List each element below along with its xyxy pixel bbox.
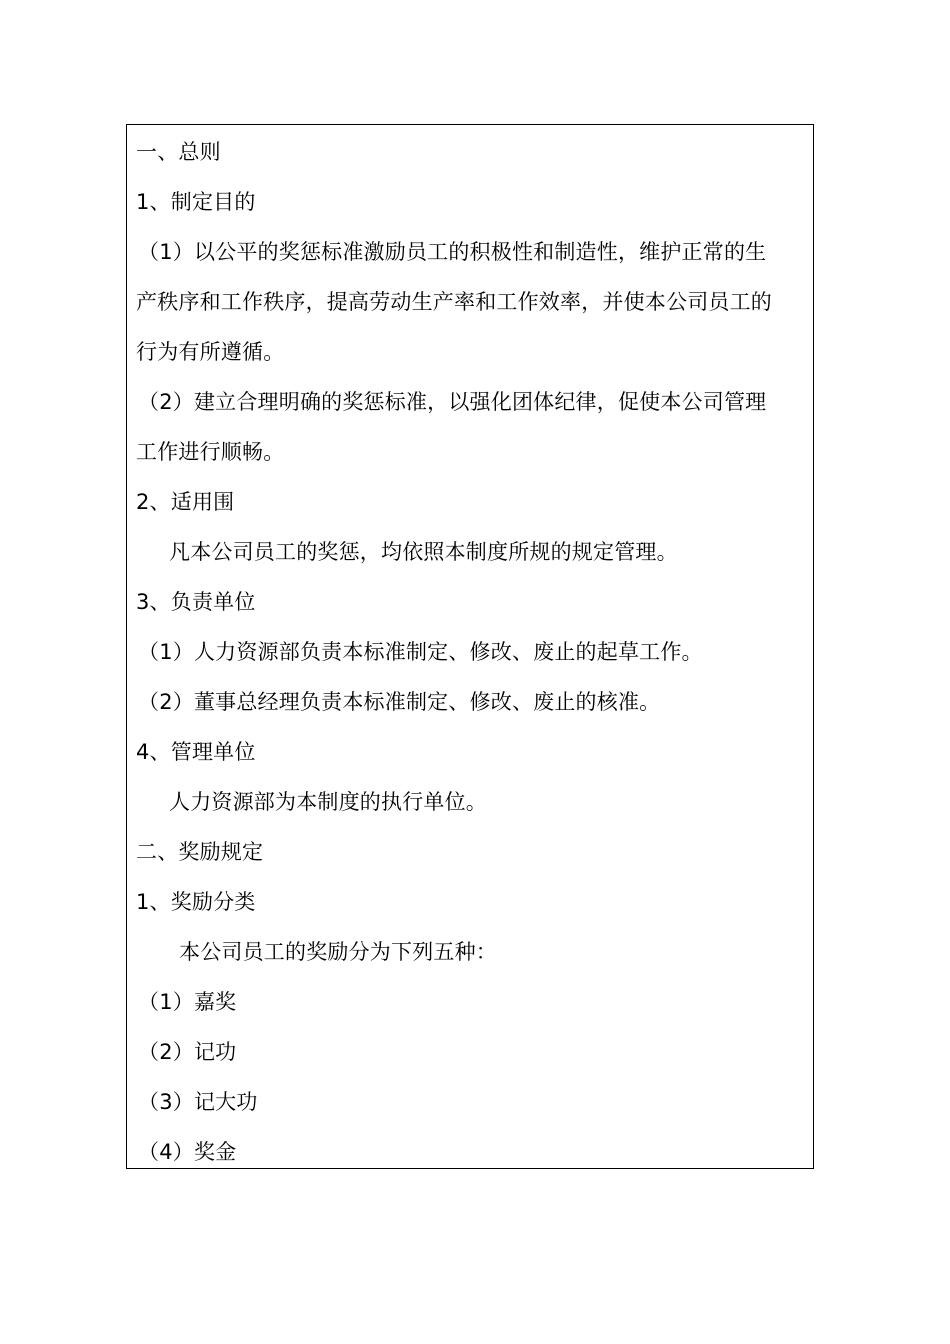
paragraph-line: 人力资源部为本制度的执行单位。 [169, 790, 487, 814]
paragraph-line: 行为有所遵循。 [136, 340, 285, 364]
subheading-responsible-unit: 3、负责单位 [136, 590, 256, 614]
list-item: （4）奖金 [138, 1140, 237, 1164]
paragraph-line: 产秩序和工作秩序，提高劳动生产率和工作效率，并使本公司员工的 [136, 290, 772, 314]
list-item: （1）嘉奖 [138, 990, 237, 1014]
section-heading-rewards: 二、奖励规定 [136, 840, 264, 864]
subheading-management-unit: 4、管理单位 [136, 740, 256, 764]
list-item: （2）董事总经理负责本标准制定、修改、废止的核准。 [138, 690, 661, 714]
paragraph-line: 工作进行顺畅。 [136, 440, 285, 464]
section-heading-general: 一、总则 [136, 140, 221, 164]
list-item: （2）记功 [138, 1040, 237, 1064]
subheading-scope: 2、适用围 [136, 490, 235, 514]
paragraph-line: 凡本公司员工的奖惩，均依照本制度所规的规定管理。 [169, 540, 678, 564]
list-item: （1）人力资源部负责本标准制定、修改、废止的起草工作。 [138, 640, 703, 664]
subheading-purpose: 1、制定目的 [136, 190, 256, 214]
document-frame [126, 124, 814, 1169]
list-item: （3）记大功 [138, 1090, 258, 1114]
subheading-reward-categories: 1、奖励分类 [136, 890, 256, 914]
paragraph-line: （1）以公平的奖惩标准激励员工的积极性和制造性，维护正常的生 [138, 240, 767, 264]
paragraph-line: （2）建立合理明确的奖惩标准，以强化团体纪律，促使本公司管理 [138, 390, 767, 414]
paragraph-line: 本公司员工的奖励分为下列五种： [179, 940, 497, 964]
